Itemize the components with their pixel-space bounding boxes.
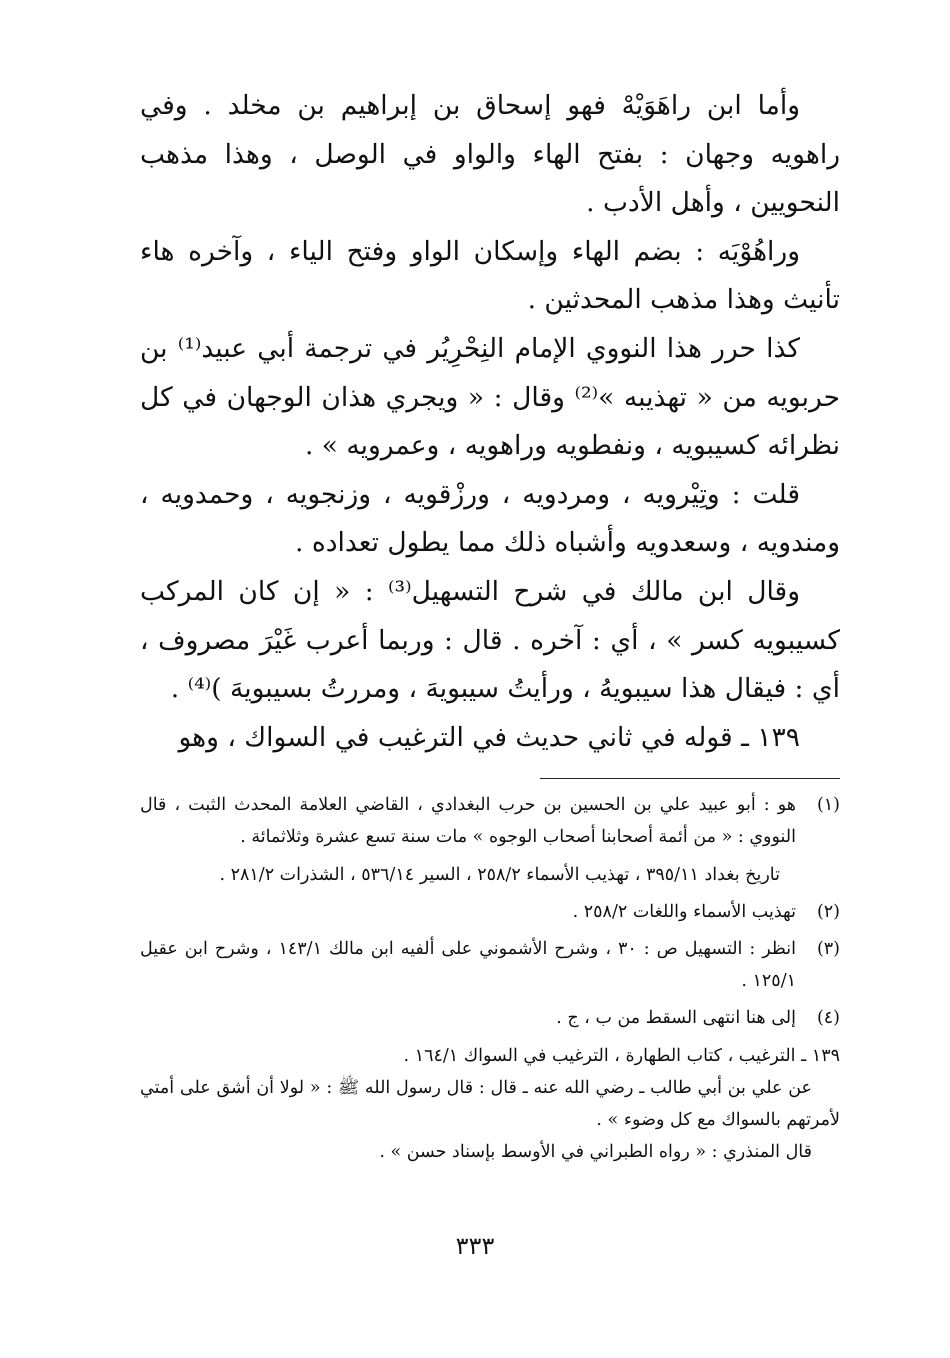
- paragraph-ibn-malik: وقال ابن مالك في شرح التسهيل⁽³⁾ : « إن كان المركب كسيبويه كسر » ، أي : آخره . قال : وربما أعرب غَيْرَ مصروف ، أي : فيقال هذا سيبويهُ ، ورأيتُ سيبويهَ ، ومررتُ بسيبويهَ )⁽⁴⁾ .: [140, 575, 840, 705]
- footnote-4: [140, 1002, 840, 1034]
- footnote-text: انظر : التسهيل ص : ٣٠ ، وشرح الأشموني على ألفيه ابن مالك ١٤٣/١ ، وشرح ابن عقيل ١٢٥/١ .: [140, 939, 796, 992]
- source-heading: ١٣٩ ـ الترغيب ، كتاب الطهارة ، الترغيب في السواك ١٦٤/١ .: [403, 1046, 840, 1067]
- footnote-text: إلى هنا انتهى السقط من ب ، ج .: [556, 1008, 796, 1029]
- footnote-2: [140, 896, 840, 928]
- page-number: ٣٣٣: [455, 1232, 495, 1260]
- footnote-body: [140, 1002, 796, 1034]
- footnote-number: (١): [816, 795, 840, 816]
- hadith-text: عن علي بن أبي طالب ـ رضي الله عنه ـ قال : قال رسول الله ﷺ : « لولا أن أشق على أمتي لأمرتهم بالسواك مع كل وضوء » .: [140, 1078, 840, 1131]
- source-note: [140, 1040, 840, 1168]
- footnote-number: (٤): [816, 1008, 840, 1029]
- footnote-3: [140, 933, 840, 997]
- footnotes: [140, 789, 840, 1168]
- paragraph-ibn-rahawayh: وأما ابن راهَوَيْهْ فهو إسحاق بن إبراهيم بن مخلد . وفي راهويه وجهان : بفتح الهاء والواو في الوصل ، وهذا مذهب النحويين ، وأهل الأدب .: [140, 90, 840, 219]
- paragraph-139: ١٣٩ ـ قوله في ثاني حديث في الترغيب في السواك ، وهو: [178, 721, 800, 753]
- footnote-references: تاريخ بغداد ٣٩٥/١١ ، تهذيب الأسماء ٢٥٨/٢ ، السير ٥٣٦/١٤ ، الشذرات ٢٨١/٢ .: [219, 865, 780, 886]
- footnote-body: [140, 789, 796, 891]
- main-text: [140, 82, 840, 762]
- footnote-body: [140, 933, 796, 997]
- paragraph-examples: قلت : وتِيْرويه ، ومردويه ، ورزْقويه ، وزنجويه ، وحمدويه ، ومندويه ، وسعدويه وأشباه ذلك مما يطول تعداده .: [140, 478, 840, 559]
- footnote-body: [140, 896, 796, 928]
- footnote-text: تهذيب الأسماء واللغات ٢٥٨/٢ .: [572, 902, 796, 923]
- footnote-number: (٢): [816, 902, 840, 923]
- footnote-number: (٣): [816, 939, 840, 960]
- page-content: [140, 82, 840, 1168]
- footnote-text: هو : أبو عبيد علي بن الحسين بن حرب البغدادي ، القاضي العلامة المحدث الثبت ، قال النووي : « من أئمة أصحابنا أصحاب الوجوه » مات سنة تسع عشرة وثلاثمائة .: [140, 795, 796, 848]
- paragraph-nawawi: كذا حرر هذا النووي الإمام النِحْرِيُر في ترجمة أبي عبيد⁽¹⁾ بن حربويه من « تهذيبه »⁽²⁾ وقال : « ويجري هذان الوجهان في كل نظرائه كسيبويه ، ونفطويه وراهويه ، وعمرويه » .: [140, 332, 840, 462]
- hadith-grading: قال المنذري : « رواه الطبراني في الأوسط بإسناد حسن » .: [379, 1142, 812, 1163]
- footnote-divider: [540, 778, 840, 779]
- footnote-1: [140, 789, 840, 891]
- paragraph-rahuyah: وراهُوْيَه : بضم الهاء وإسكان الواو وفتح الياء ، وآخره هاء تأنيث وهذا مذهب المحدثين .: [140, 235, 840, 316]
